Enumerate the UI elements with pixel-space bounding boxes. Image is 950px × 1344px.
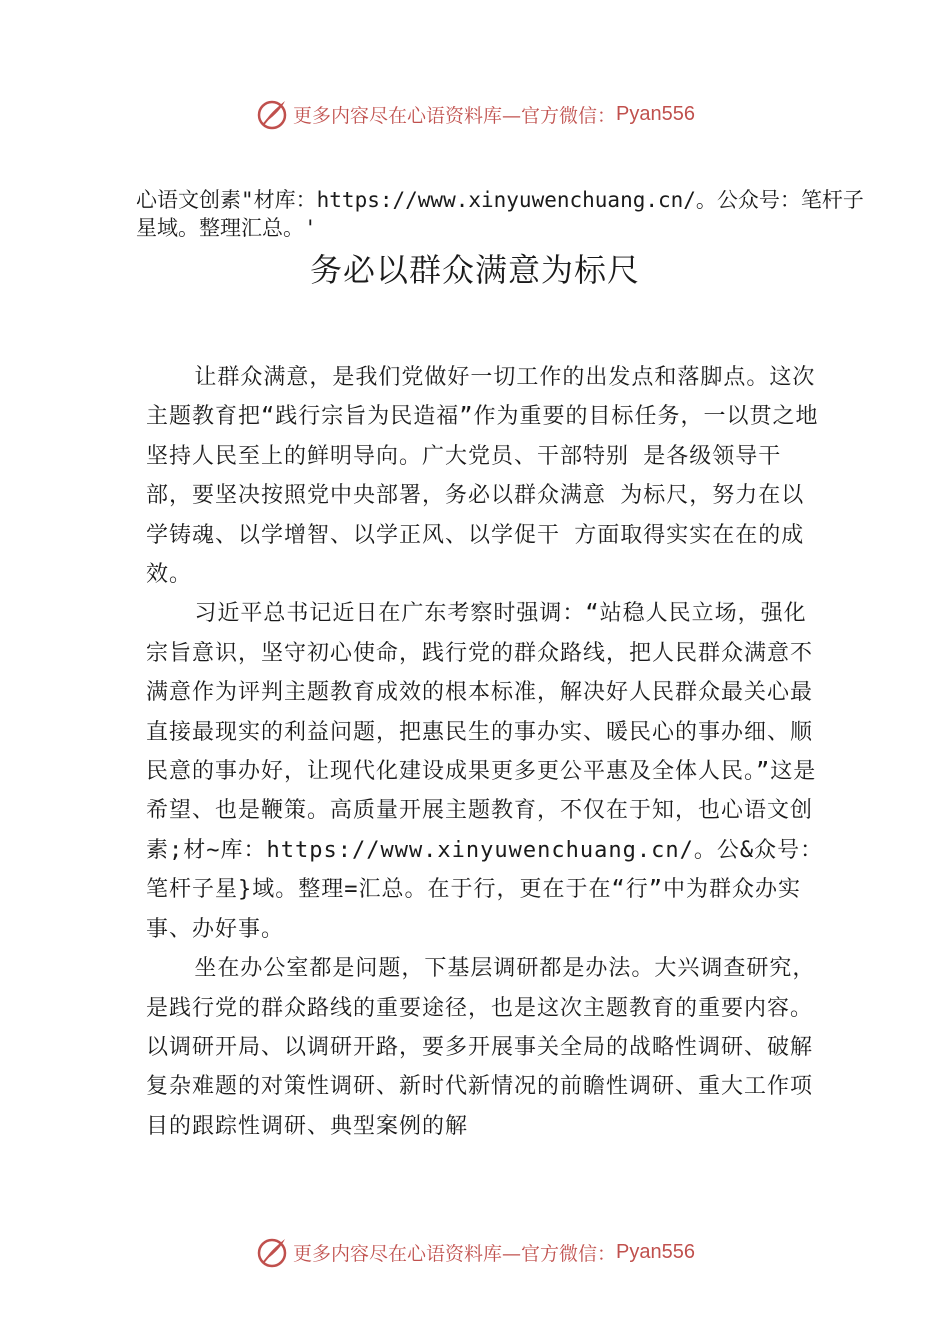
banner-text: 更多内容尽在心语资料库—官方微信：: [293, 1242, 617, 1265]
quill-logo-icon: [255, 1235, 289, 1269]
footer-banner: [0, 1232, 950, 1272]
document-body: [146, 358, 826, 1146]
source-note: 心语文创素"材库：https://www.xinyuwenchuang.cn/。公众号：笔杆子星域。整理汇总。': [136, 188, 864, 240]
banner-wechat-id: Pyan556: [616, 1240, 695, 1263]
header-banner: [0, 94, 950, 134]
paragraph: 让群众满意，是我们党做好一切工作的出发点和落脚点。这次主题教育把“践行宗旨为民造福”作为重要的目标任务，一以贯之地坚持人民至上的鲜明导向。广大党员、干部特别 是各级领导干部，要坚决按照党中央部署，务必以群众满意 为标尺，努力在以学铸魂、以学增智、以学正风、以学促干 方面取得实实在在的成效。: [146, 365, 819, 588]
banner-text: 更多内容尽在心语资料库—官方微信：: [293, 104, 617, 127]
paragraph: 坐在办公室都是问题，下基层调研都是办法。大兴调查研究，是践行党的群众路线的重要途径，也是这次主题教育的重要内容。以调研开局、以调研开路，要多开展事关全局的战略性调研、破解复杂难题的对策性调研、新时代新情况的前瞻性调研、重大工作项目的跟踪性调研、典型案例的解: [146, 956, 816, 1139]
quill-logo-icon: [255, 97, 289, 131]
document-title: 务必以群众满意为标尺: [309, 251, 640, 289]
banner-wechat-id: Pyan556: [616, 102, 695, 125]
paragraph: 习近平总书记近日在广东考察时强调：“站稳人民立场，强化宗旨意识，坚守初心使命，践行党的群众路线，把人民群众满意不满意作为评判主题教育成效的根本标准，解决好人民群众最关心最直接最现实的利益问题，把惠民生的事办实、暖民心的事办细、顺民意的事办好，让现代化建设成果更多更公平惠及全体人民。”这是希望、也是鞭策。高质量开展主题教育，不仅在于知，也心语文创素;材~库：https://www.xinyuwenchuang.cn/。公&众号：笔杆子星}域。整理=汇总。在于行，更在于在“行”中为群众办实事、办好事。: [146, 601, 824, 942]
